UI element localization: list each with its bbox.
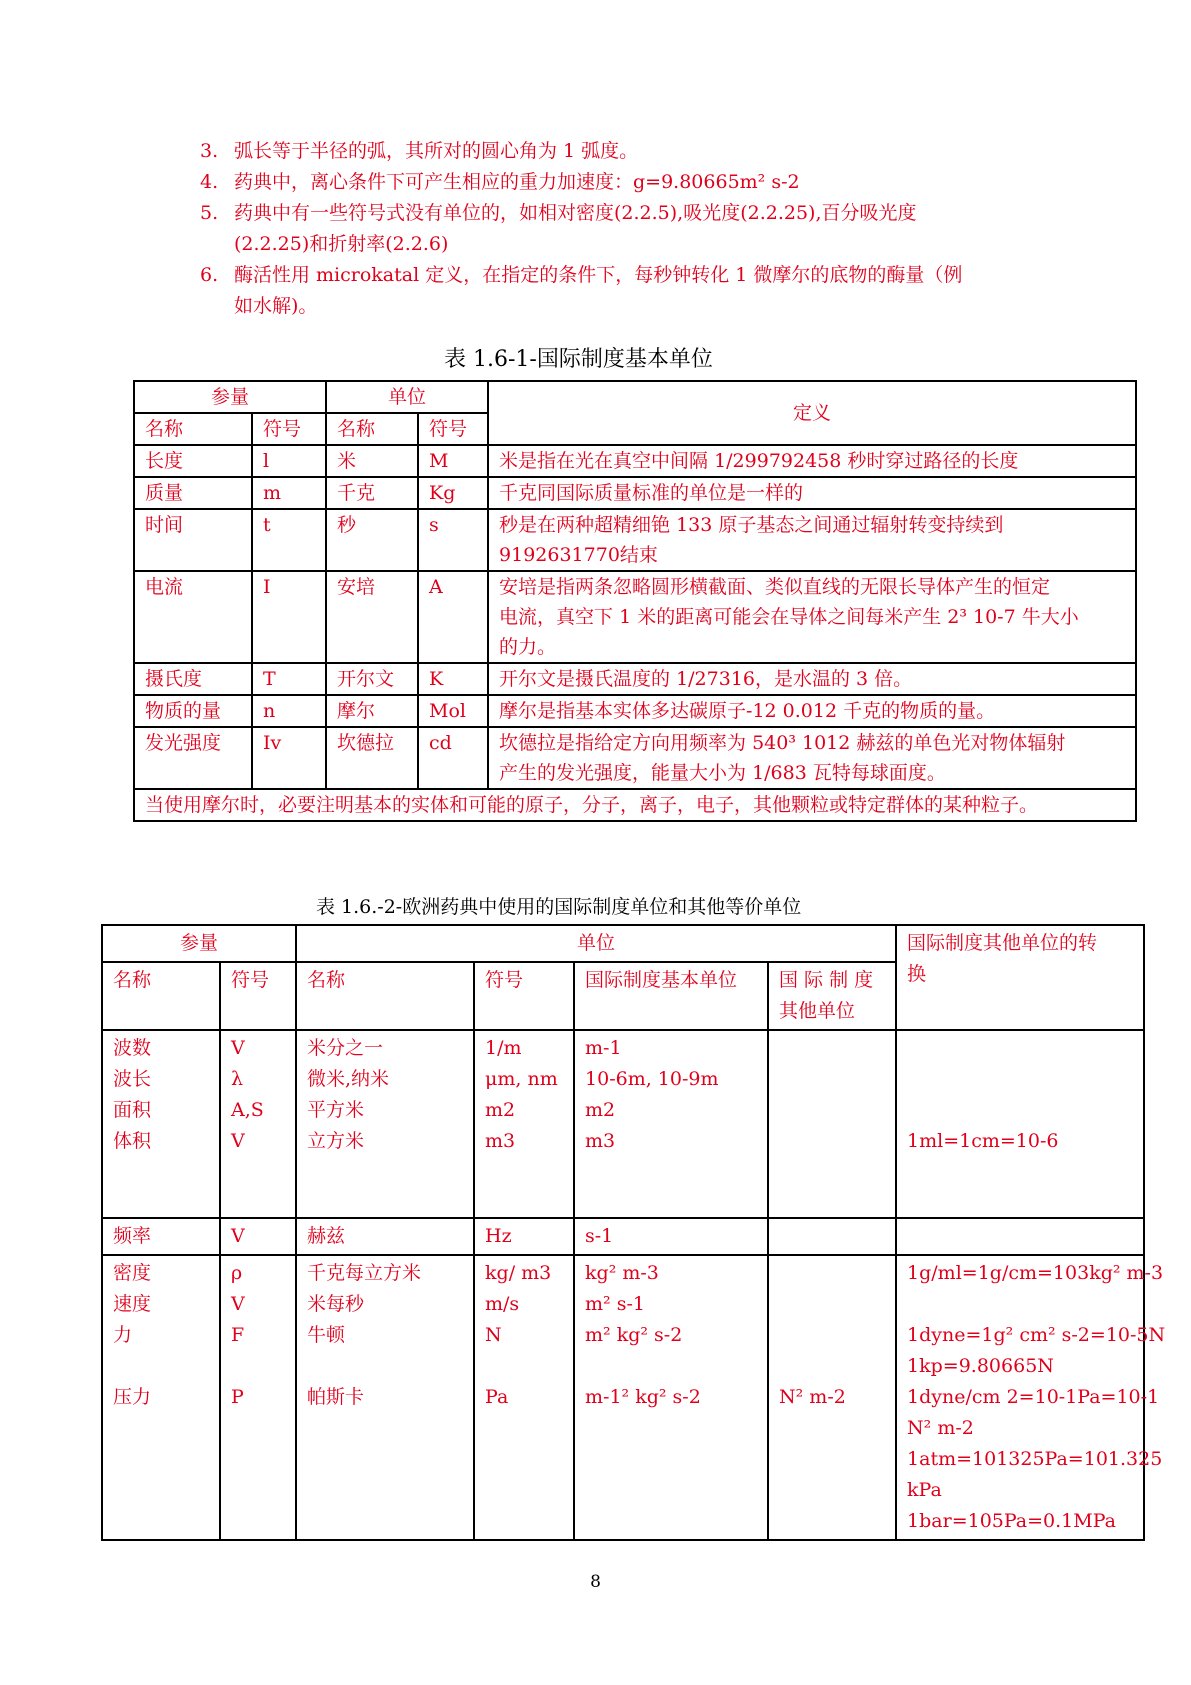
cell-definition — [488, 509, 1136, 571]
table-row — [134, 663, 1136, 695]
cell-symbol: V — [220, 1218, 296, 1255]
paragraph-text: 药典中，离心条件下可产生相应的重力加速度：g=9.80665m² s-2 — [234, 171, 800, 193]
table-row — [134, 445, 1136, 477]
cell-conversion: 1ml=1cm=10-6 — [896, 1030, 1144, 1218]
paragraph-number: 3. — [200, 140, 219, 162]
table-row — [134, 571, 1136, 663]
table-row-group — [102, 1030, 1144, 1218]
cell-name: 质量 — [134, 477, 252, 509]
cell-unit-symbols: kg/ m3 m/s N Pa — [474, 1255, 574, 1540]
cell-unit-names: 米分之一 微米,纳米 平方米 立方米 — [296, 1030, 474, 1218]
cell-definition: 开尔文是摄氏温度的 1/27316，是水温的 3 倍。 — [488, 663, 1136, 695]
table-row — [134, 695, 1136, 727]
header-si-other-line: 国 际 制 度 — [779, 969, 874, 991]
paragraph-number: 6. — [200, 264, 219, 286]
cell-unit-name: 米 — [326, 445, 418, 477]
cell-unit-name: 安培 — [326, 571, 418, 663]
cell-names: 密度 速度 力 压力 — [102, 1255, 220, 1540]
cell-unit-symbols: 1/m μm, nm m2 m3 — [474, 1030, 574, 1218]
header-name: 名称 — [102, 962, 220, 1030]
header-si-other — [768, 962, 896, 1030]
table-row — [134, 477, 1136, 509]
header-si-base: 国际制度基本单位 — [574, 962, 768, 1030]
cell-symbol: n — [252, 695, 326, 727]
header-conversion-line: 换 — [907, 963, 927, 985]
cell-unit-name: 赫兹 — [296, 1218, 474, 1255]
cell-symbol: Iv — [252, 727, 326, 789]
cell-si-base: m-1 10-6m, 10-9m m2 m3 — [574, 1030, 768, 1218]
cell-unit-symbol: K — [418, 663, 488, 695]
cell-name: 时间 — [134, 509, 252, 571]
si-base-units-table — [133, 380, 1137, 822]
cell-si-other — [768, 1030, 896, 1218]
si-equivalent-units-table — [101, 924, 1166, 1541]
header-definition: 定义 — [488, 381, 1136, 445]
paragraph-text-line2: 如水解)。 — [234, 295, 318, 317]
cell-definition: 摩尔是指基本实体多达碳原子-12 0.012 千克的物质的量。 — [488, 695, 1136, 727]
cell-si-base: s-1 — [574, 1218, 768, 1255]
definition-line: 的力。 — [499, 636, 557, 658]
cell-unit-name: 千克 — [326, 477, 418, 509]
paragraph-5 — [200, 198, 917, 260]
cell-si-other — [768, 1218, 896, 1255]
cell-symbol: I — [252, 571, 326, 663]
cell-unit-name: 坎德拉 — [326, 727, 418, 789]
paragraph-text-line2: (2.2.25)和折射率(2.2.6) — [234, 233, 449, 255]
paragraph-text: 弧长等于半径的弧，其所对的圆心角为 1 弧度。 — [234, 140, 639, 162]
cell-name: 频率 — [102, 1218, 220, 1255]
cell-conversion — [896, 1218, 1144, 1255]
header-conversion — [896, 925, 1144, 1030]
table-footer-note: 当使用摩尔时，必要注明基本的实体和可能的原子，分子，离子，电子，其他颗粒或特定群体的某种粒子。 — [134, 789, 1136, 821]
cell-unit-name: 摩尔 — [326, 695, 418, 727]
cell-name: 长度 — [134, 445, 252, 477]
header-symbol: 符号 — [252, 413, 326, 445]
header-unit-symbol: 符号 — [474, 962, 574, 1030]
header-conversion-line: 国际制度其他单位的转 — [907, 932, 1098, 954]
definition-line: 安培是指两条忽略圆形横截面、类似直线的无限长导体产生的恒定 — [499, 576, 1051, 598]
definition-line: 电流，真空下 1 米的距离可能会在导体之间每米产生 2³ 10-7 牛大小 — [499, 606, 1079, 628]
cell-name: 摄氏度 — [134, 663, 252, 695]
table2-title: 表 1.6.-2-欧洲药典中使用的国际制度单位和其他等价单位 — [316, 896, 802, 918]
page-number: 8 — [590, 1572, 601, 1592]
cell-si-other: N² m-2 — [768, 1255, 896, 1540]
paragraph-number: 4. — [200, 171, 219, 193]
table-row-group — [102, 1255, 1144, 1540]
cell-definition — [488, 571, 1136, 663]
table-row — [102, 1218, 1144, 1255]
cell-symbol: t — [252, 509, 326, 571]
header-quantity: 参量 — [134, 381, 326, 413]
header-symbol: 符号 — [220, 962, 296, 1030]
header-name: 名称 — [134, 413, 252, 445]
cell-symbols: V λ A,S V — [220, 1030, 296, 1218]
cell-symbol: l — [252, 445, 326, 477]
definition-line: 9192631770结束 — [499, 544, 658, 566]
cell-unit-symbol: Kg — [418, 477, 488, 509]
definition-line: 坎德拉是指给定方向用频率为 540³ 1012 赫兹的单色光对物体辐射 — [499, 732, 1066, 754]
paragraph-number: 5. — [200, 202, 219, 224]
cell-name: 物质的量 — [134, 695, 252, 727]
cell-definition: 千克同国际质量标准的单位是一样的 — [488, 477, 1136, 509]
cell-symbols: ρ V F P — [220, 1255, 296, 1540]
cell-unit-name: 秒 — [326, 509, 418, 571]
header-unit: 单位 — [326, 381, 488, 413]
table-row — [134, 727, 1136, 789]
definition-line: 产生的发光强度，能量大小为 1/683 瓦特每球面度。 — [499, 762, 946, 784]
cell-symbol: T — [252, 663, 326, 695]
definition-line: 秒是在两种超精细铯 133 原子基态之间通过辐射转变持续到 — [499, 514, 1004, 536]
cell-unit-symbol: cd — [418, 727, 488, 789]
cell-unit-symbol: Hz — [474, 1218, 574, 1255]
cell-symbol: m — [252, 477, 326, 509]
header-unit-symbol: 符号 — [418, 413, 488, 445]
table-row — [134, 509, 1136, 571]
header-unit: 单位 — [296, 925, 896, 962]
cell-definition: 米是指在光在真空中间隔 1/299792458 秒时穿过路径的长度 — [488, 445, 1136, 477]
paragraph-6 — [200, 260, 962, 322]
cell-conversion: 1g/ml=1g/cm=103kg² m-3 1dyne=1g² cm² s-2=10-5N 1kp=9.80665N 1dyne/cm 2=10-1Pa=10-1 N² m-2 1atm=101325Pa=101.325 kPa 1bar=105Pa=0.1MPa — [896, 1255, 1144, 1540]
paragraph-4 — [200, 167, 800, 198]
header-unit-name: 名称 — [296, 962, 474, 1030]
cell-name: 发光强度 — [134, 727, 252, 789]
cell-unit-name: 开尔文 — [326, 663, 418, 695]
paragraph-text-line1: 药典中有一些符号式没有单位的，如相对密度(2.2.5),吸光度(2.2.25),百分吸光度 — [234, 202, 917, 224]
table1-title: 表 1.6-1-国际制度基本单位 — [444, 347, 713, 372]
table-footer-row — [134, 789, 1136, 821]
cell-names: 波数 波长 面积 体积 — [102, 1030, 220, 1218]
header-si-other-line: 其他单位 — [779, 1000, 856, 1022]
paragraph-3 — [200, 136, 638, 167]
cell-unit-symbol: A — [418, 571, 488, 663]
cell-unit-names: 千克每立方米 米每秒 牛顿 帕斯卡 — [296, 1255, 474, 1540]
cell-unit-symbol: s — [418, 509, 488, 571]
cell-name: 电流 — [134, 571, 252, 663]
cell-unit-symbol: Mol — [418, 695, 488, 727]
cell-unit-symbol: M — [418, 445, 488, 477]
paragraph-text-line1: 酶活性用 microkatal 定义，在指定的条件下，每秒钟转化 1 微摩尔的底物的酶量（例 — [234, 264, 963, 286]
header-unit-name: 名称 — [326, 413, 418, 445]
cell-si-base: kg² m-3 m² s-1 m² kg² s-2 m-1² kg² s-2 — [574, 1255, 768, 1540]
header-quantity: 参量 — [102, 925, 296, 962]
cell-definition — [488, 727, 1136, 789]
